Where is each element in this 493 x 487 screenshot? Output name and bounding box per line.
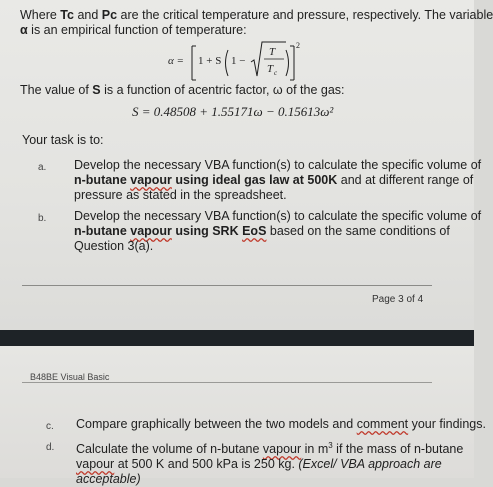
page-gap-band — [0, 330, 474, 346]
vapour-word: vapour — [130, 173, 172, 187]
alpha-num: T — [269, 46, 276, 58]
eos-word: EoS — [242, 224, 267, 238]
s-symbol: S — [92, 83, 101, 97]
intro-line-1: Where Tc and Pc are the critical temperature and pressure, respectively. The variable — [20, 8, 493, 22]
item-a-marker: a. — [38, 162, 47, 173]
alpha-den-sub: c — [274, 69, 278, 77]
item-b-marker: b. — [38, 213, 47, 224]
alpha-one-minus: 1 − — [231, 55, 246, 67]
s-formula: S = 0.48508 + 1.55171ω − 0.15613ω² — [132, 104, 334, 119]
item-b: Develop the necessary VBA function(s) to calculate the specific volume of n-butane vapour using SRK EoS based on the same conditions of Question 3(a). — [74, 209, 482, 253]
item-d: Calculate the volume of n-butane vapour in $m^3$ if the mass of n-butane vapour at 500 K and 500 kPa is 250 kg. (Excel/ VBA approach are acceptable) — [76, 441, 464, 487]
alpha-formula — [168, 36, 308, 86]
vapour-word: vapour — [76, 457, 115, 472]
tc-symbol: Tc — [60, 8, 74, 22]
vapour-word: vapour — [130, 224, 172, 238]
alpha-one-plus-s: 1 + S — [198, 55, 222, 67]
footer-course-label: B48BE Visual Basic — [30, 372, 110, 382]
item-d-marker: d. — [46, 442, 55, 453]
comment-word: comment — [356, 417, 409, 431]
alpha-symbol: α — [20, 23, 28, 37]
alpha-exp: 2 — [296, 41, 300, 50]
item-c: Compare graphically between the two models and comment your findings. — [76, 417, 486, 431]
alpha-den: T — [267, 63, 274, 75]
item-c-marker: c. — [46, 421, 54, 432]
alpha-lhs: α = — [168, 55, 184, 67]
s-definition-line: The value of S is a function of acentric factor, ω of the gas: — [20, 83, 345, 97]
task-heading: Your task is to: — [22, 133, 104, 147]
footer-rule — [22, 382, 432, 383]
intro-line-2: α is an empirical function of temperature: — [20, 23, 247, 37]
page-number: Page 3 of 4 — [372, 294, 424, 305]
vapour-word: vapour — [262, 442, 302, 457]
pc-symbol: Pc — [101, 8, 118, 22]
item-a: Develop the necessary VBA function(s) to calculate the specific volume of n-butane vapour using ideal gas law at 500K and at different range of pressure as stated in the spreadsheet. — [74, 158, 482, 202]
divider — [22, 285, 432, 286]
